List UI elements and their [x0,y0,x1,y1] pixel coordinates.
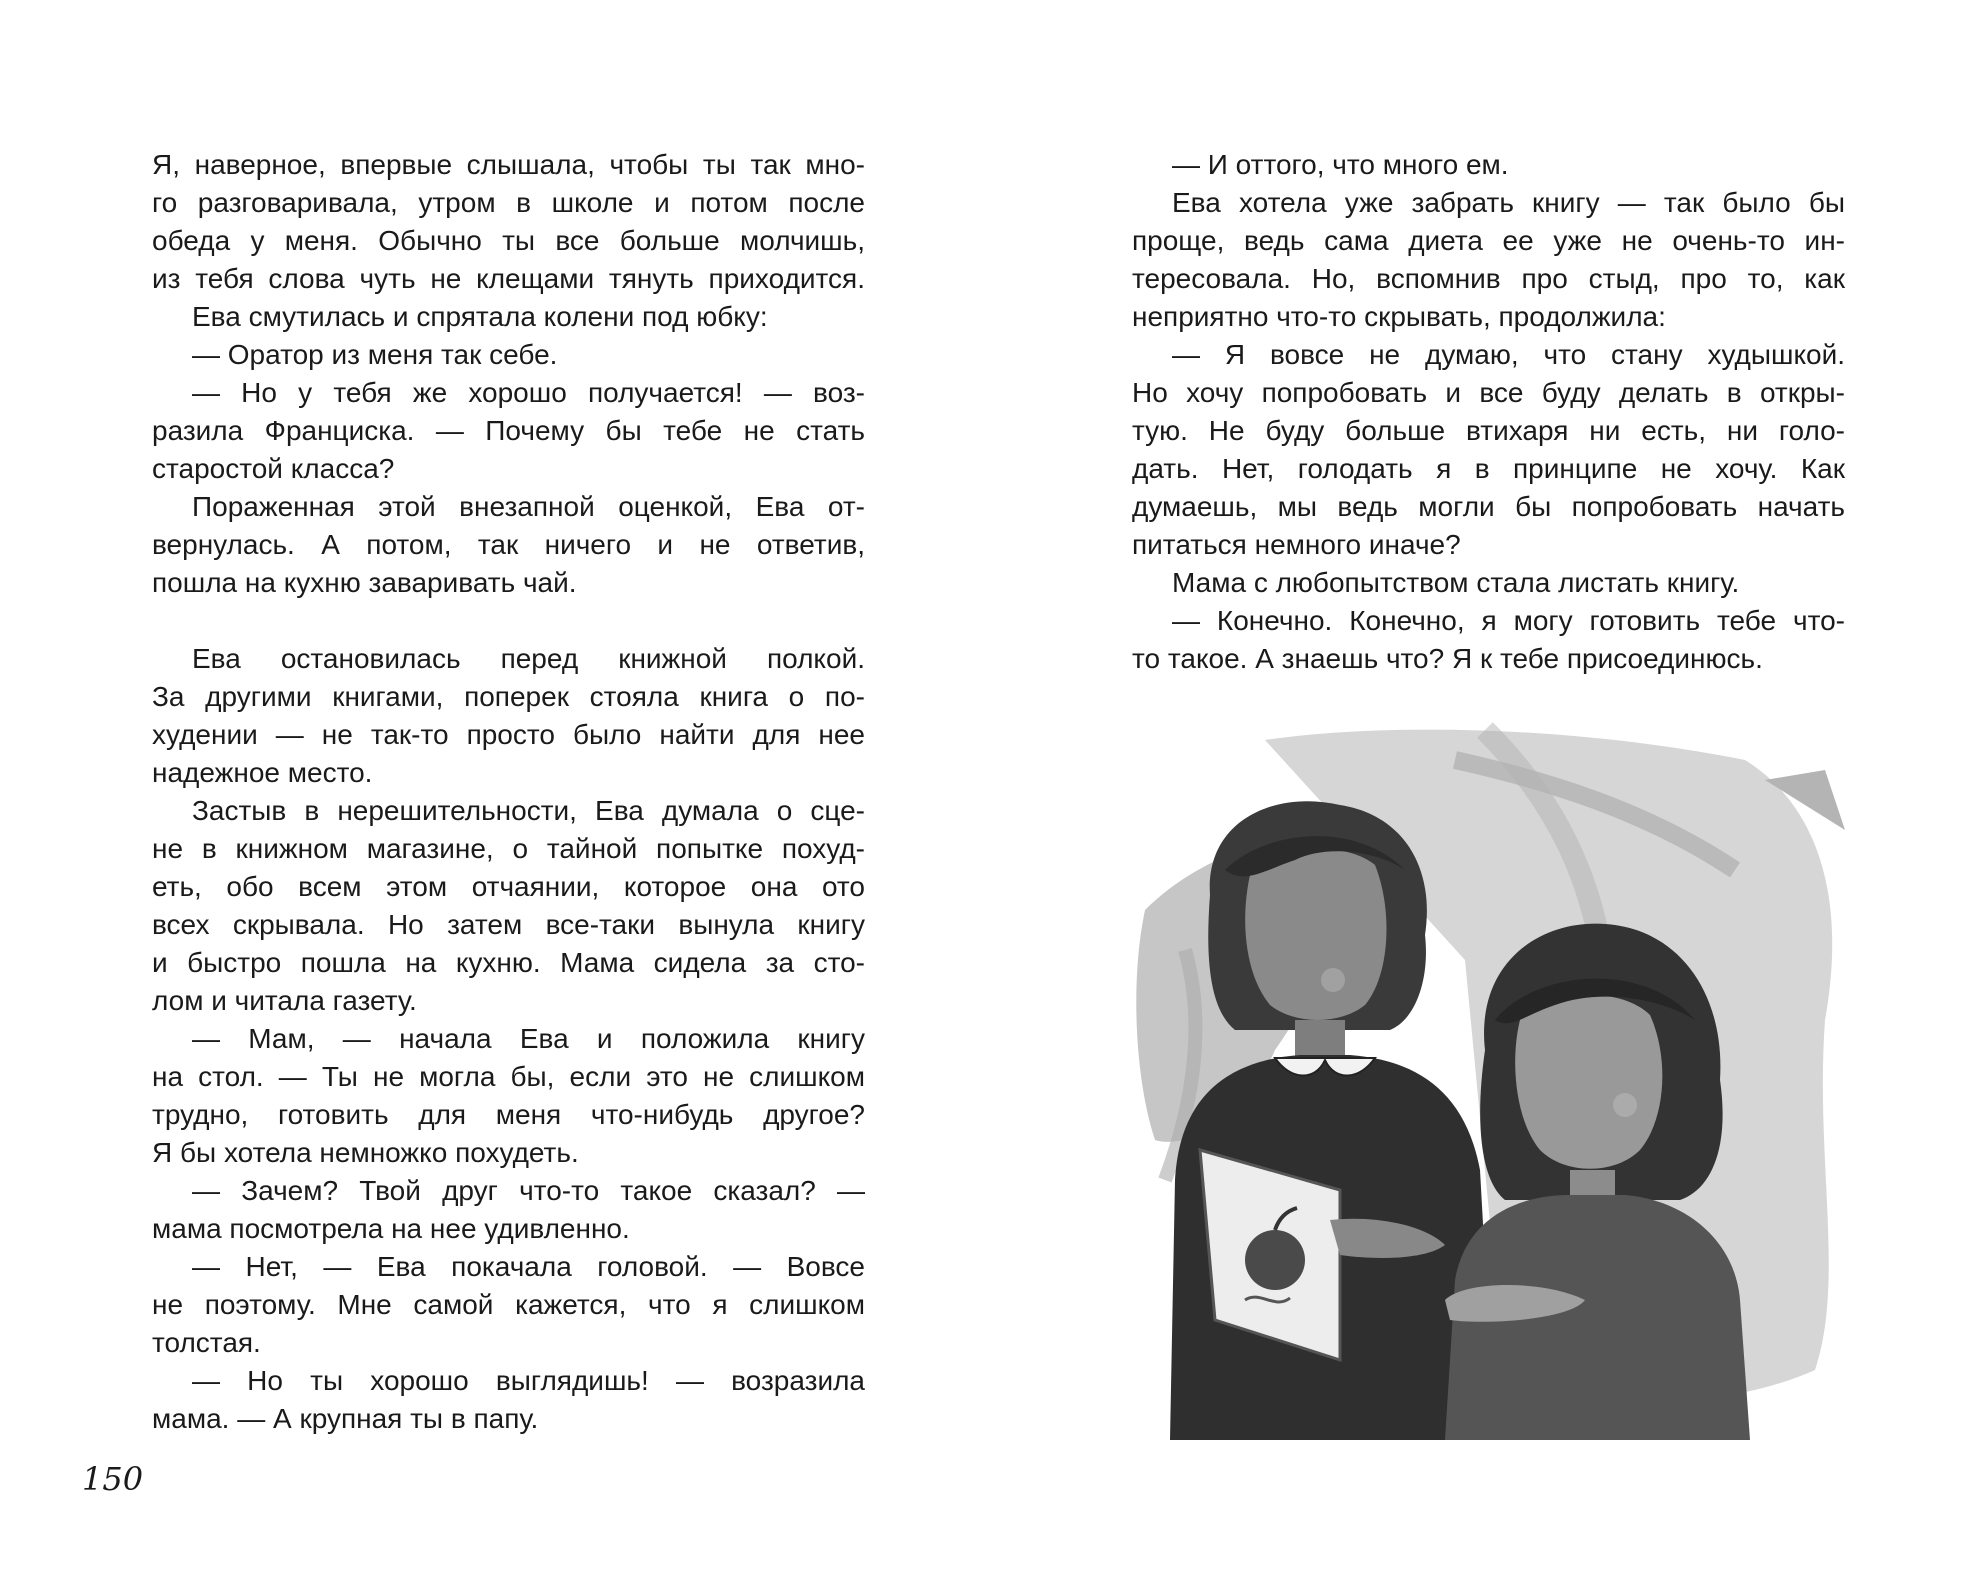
text-line: тую. Не буду больше втихаря ни есть, ни голо- [1132,415,1845,446]
text-line: и быстро пошла на кухню. Мама сидела за сто- [152,947,865,978]
illustration-mother-daughter [1125,720,1865,1470]
text-line: на стол. — Ты не могла бы, если это не слишком [152,1061,865,1092]
left-page-text [152,146,865,1438]
text-line: Мама с любопытством стала листать книгу. [1172,567,1740,598]
text-line: го разговаривала, утром в школе и потом после [152,187,865,218]
text-line: старостой класса? [152,453,395,484]
text-line: Ева остановилась перед книжной полкой. [192,643,865,674]
text-line: худении — не так-то просто было найти для нее [152,719,865,750]
text-line: проще, ведь сама диета ее уже не очень-то ин- [1132,225,1845,256]
text-line: не в книжном магазине, о тайной попытке похуд- [152,833,865,864]
text-line: разила Франциска. — Почему бы тебе не стать [152,415,865,446]
text-line: — Конечно. Конечно, я могу готовить тебе что- [1172,605,1845,636]
section-break [152,602,865,640]
text-line: Пораженная этой внезапной оценкой, Ева от- [192,491,865,522]
text-line: надежное место. [152,757,373,788]
text-line: — И оттого, что много ем. [1172,149,1509,180]
text-line: обеда у меня. Обычно ты все больше молчишь, [152,225,865,256]
text-line: мама посмотрела на нее удивленно. [152,1213,630,1244]
text-line: то такое. А знаешь что? Я к тебе присоединюсь. [1132,643,1763,674]
text-line: тересовала. Но, вспомнив про стыд, про то, как [1132,263,1845,294]
text-line: пошла на кухню заваривать чай. [152,567,577,598]
page-number: 150 [82,1460,144,1498]
text-line: вернулась. А потом, так ничего и не ответив, [152,529,865,560]
text-line: толстая. [152,1327,261,1358]
text-line: Ева смутилась и спрятала колени под юбку: [192,301,768,332]
text-line: — Но у тебя же хорошо получается! — воз- [192,377,865,408]
text-line: всех скрывала. Но затем все-таки вынула книгу [152,909,865,940]
text-line: — Я вовсе не думаю, что стану худышкой. [1172,339,1845,370]
text-line: неприятно что-то скрывать, продолжила: [1132,301,1666,332]
right-page-text [1132,146,1845,678]
text-line: Но хочу попробовать и все буду делать в откры- [1132,377,1845,408]
text-line: думаешь, мы ведь могли бы попробовать начать [1132,491,1845,522]
text-line: — Зачем? Твой друг что-то такое сказал? — [192,1175,865,1206]
text-line: Застыв в нерешительности, Ева думала о сце- [192,795,865,826]
text-line: трудно, готовить для меня что-нибудь другое? [152,1099,865,1130]
text-line: не поэтому. Мне самой кажется, что я слишком [152,1289,865,1320]
text-line: дать. Нет, голодать я в принципе не хочу. Как [1132,453,1845,484]
text-line: еть, обо всем этом отчаянии, которое она ото [152,871,865,902]
text-line: лом и читала газету. [152,985,417,1016]
text-line: Я, наверное, впервые слышала, чтобы ты так мно- [152,149,865,180]
text-line: питаться немного иначе? [1132,529,1461,560]
text-line: из тебя слова чуть не клещами тянуть приходится. [152,263,865,294]
text-line: — Оратор из меня так себе. [192,339,558,370]
text-line: Я бы хотела немножко похудеть. [152,1137,579,1168]
text-line: — Мам, — начала Ева и положила книгу [192,1023,865,1054]
text-line: За другими книгами, поперек стояла книга о по- [152,681,865,712]
text-line: — Нет, — Ева покачала головой. — Вовсе [192,1251,865,1282]
text-line: Ева хотела уже забрать книгу — так было бы [1172,187,1845,218]
text-line: мама. — А крупная ты в папу. [152,1403,539,1434]
text-line: — Но ты хорошо выглядишь! — возразила [192,1365,865,1396]
